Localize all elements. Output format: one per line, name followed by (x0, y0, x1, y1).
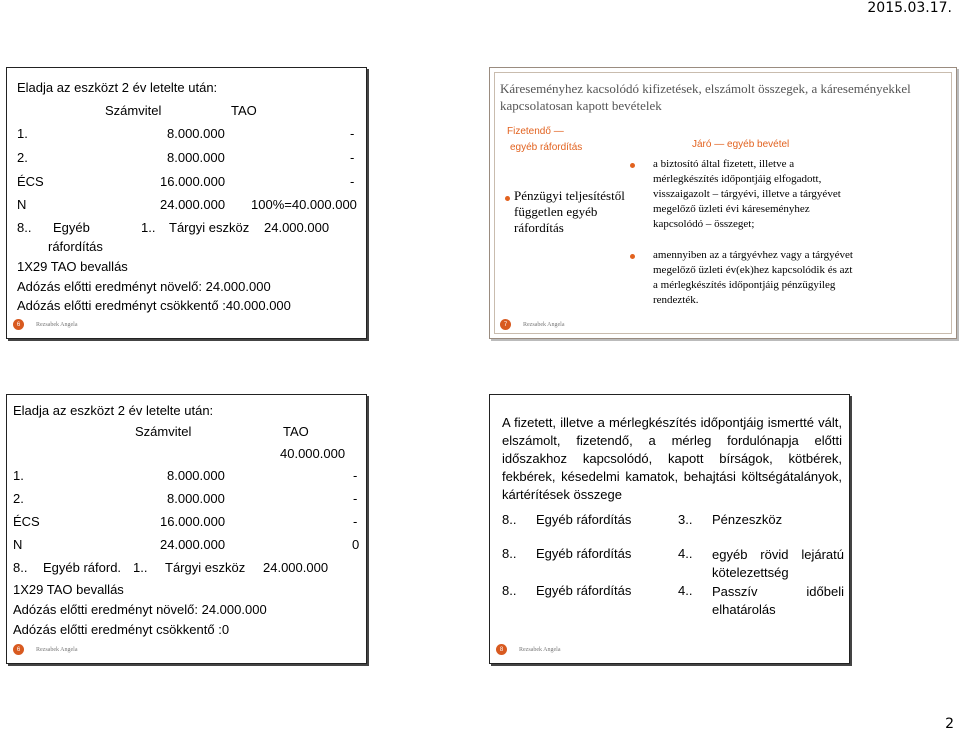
row-tao: - (353, 491, 358, 506)
row-label: 2. (17, 150, 28, 165)
row-tao: 100%=40.000.000 (251, 197, 357, 212)
author: Rezsabek Angela (523, 321, 565, 328)
row-label: ÉCS (17, 174, 44, 189)
slide-footer (13, 319, 77, 330)
row-szamvitel: 16.000.000 (160, 174, 226, 189)
entry-debit-name: Egyéb (53, 220, 90, 235)
entry-credit-code: 4.. (678, 546, 693, 561)
left-bullet-text: Pénzügyi teljesítéstől független egyéb ráfordítás (514, 188, 625, 235)
slide-7 (489, 67, 957, 339)
row-tao: - (350, 174, 355, 189)
entry-credit-code: 4.. (678, 583, 693, 598)
entry-amount: 24.000.000 (264, 220, 330, 235)
entry-credit-name: egyéb rövid lejáratú kötelezettség (712, 547, 844, 580)
col-header-tao: TAO (283, 424, 309, 439)
entry-credit-code: 1.. (141, 220, 156, 235)
col-header-tao: TAO (231, 103, 257, 118)
slide-8 (489, 394, 850, 664)
entry-debit-code: 8.. (502, 512, 517, 527)
entry-debit-name: Egyéb ráfordítás (536, 583, 632, 598)
row-tao: - (353, 468, 358, 483)
slide-footer (496, 644, 560, 655)
slide-footer (13, 644, 77, 655)
decrease-line: Adózás előtti eredményt csökkentő :0 (13, 622, 230, 637)
slide-6-top (6, 67, 367, 339)
slide-title: Káreseményhez kacsolódó kifizetések, elszámolt összegek, a káreseményekkel kapcsolatosan kapott bevételek (500, 81, 911, 113)
entry-credit-code: 3.. (678, 512, 693, 527)
entry-credit-name: Tárgyi eszköz (165, 560, 246, 575)
page-number: 2 (945, 716, 954, 732)
row-szamvitel: 16.000.000 (160, 514, 226, 529)
row-szamvitel: 24.000.000 (160, 197, 226, 212)
row-szamvitel: 8.000.000 (167, 491, 225, 506)
entry-credit-name: Passzív időbeli elhatárolás (712, 584, 844, 617)
row-szamvitel: 8.000.000 (167, 150, 225, 165)
left-heading-1: Fizetendő — (507, 126, 564, 137)
slide-number-badge: 6 (13, 319, 24, 330)
right-bullet-text-2: amennyiben az a tárgyévhez vagy a tárgyévet megelőző üzleti év(ek)hez kapcsolódik és azt a mérlegkészítés időpontjáig pénzügyileg rendezték. (653, 249, 853, 306)
entry-credit-name: Pénzeszköz (712, 512, 783, 527)
row-label: 1. (13, 468, 24, 483)
bullet-icon (630, 163, 635, 168)
increase-line: Adózás előtti eredményt növelő: 24.000.000 (17, 279, 271, 294)
bullet-icon (505, 196, 510, 201)
entry-debit-code: 8.. (502, 546, 517, 561)
bullet-icon (630, 254, 635, 259)
entry-debit-name: Egyéb ráford. (43, 560, 122, 575)
entry-debit-name: Egyéb ráfordítás (536, 512, 632, 527)
slide-number-badge: 6 (13, 644, 24, 655)
slide-title: Eladja az eszközt 2 év letelte után: (17, 80, 218, 95)
left-heading-2: egyéb ráfordítás (510, 142, 583, 153)
row-tao: 0 (352, 537, 360, 552)
increase-line: Adózás előtti eredményt növelő: 24.000.000 (13, 602, 267, 617)
col-header-szamvitel: Számvitel (135, 424, 192, 439)
slide-footer (500, 319, 564, 330)
description-paragraph: A fizetett, illetve a mérlegkészítés időpontjáig ismertté vált, elszámolt, fizetendő, a mérleg fordulónapja előtti időszakhoz kapcsolódó, kapott bírságok, kötbérek, fekbérek, késedelmi kamatok, behajtási költségátalányok, kártérítések összege (502, 415, 842, 502)
author: Rezsabek Angela (36, 321, 78, 328)
slide-6-bottom (6, 394, 367, 664)
header-date: 2015.03.17. (867, 0, 952, 16)
row-label: N (17, 197, 27, 212)
row-szamvitel: 8.000.000 (167, 126, 225, 141)
row-label: N (13, 537, 23, 552)
entry-debit-code: 8.. (13, 560, 28, 575)
author: Rezsabek Angela (519, 646, 561, 653)
col-header-szamvitel: Számvitel (105, 103, 162, 118)
slide-title: Eladja az eszközt 2 év letelte után: (13, 403, 214, 418)
entry-amount: 24.000.000 (263, 560, 329, 575)
row-tao: - (350, 126, 355, 141)
entry-debit-code: 8.. (502, 583, 517, 598)
author: Rezsabek Angela (36, 646, 78, 653)
tao-line: 1X29 TAO bevallás (17, 259, 128, 274)
tao-value: 40.000.000 (280, 446, 346, 461)
right-heading: Járó — egyéb bevétel (692, 139, 790, 150)
decrease-line: Adózás előtti eredményt csökkentő :40.000.000 (17, 298, 291, 313)
row-tao: - (350, 150, 355, 165)
entry-credit-name: Tárgyi eszköz (169, 220, 250, 235)
row-label: 2. (13, 491, 24, 506)
row-tao: - (353, 514, 358, 529)
entry-credit-code: 1.. (133, 560, 148, 575)
entry-debit-name-cont: ráfordítás (48, 239, 103, 254)
entry-debit-code: 8.. (17, 220, 32, 235)
tao-line: 1X29 TAO bevallás (13, 582, 124, 597)
entry-debit-name: Egyéb ráfordítás (536, 546, 632, 561)
slide-number-badge: 8 (496, 644, 507, 655)
right-bullet-text-1: a biztosító által fizetett, illetve a mérlegkészítés időpontjáig elfogadott, visszaigazolt – tárgyévi, illetve a tárgyévet megelőző üzleti évi káreseményhez kapcsolódó – összeget; (653, 158, 841, 230)
row-szamvitel: 8.000.000 (167, 468, 225, 483)
row-label: 1. (17, 126, 28, 141)
slide-number-badge: 7 (500, 319, 511, 330)
row-label: ÉCS (13, 514, 40, 529)
row-szamvitel: 24.000.000 (160, 537, 226, 552)
